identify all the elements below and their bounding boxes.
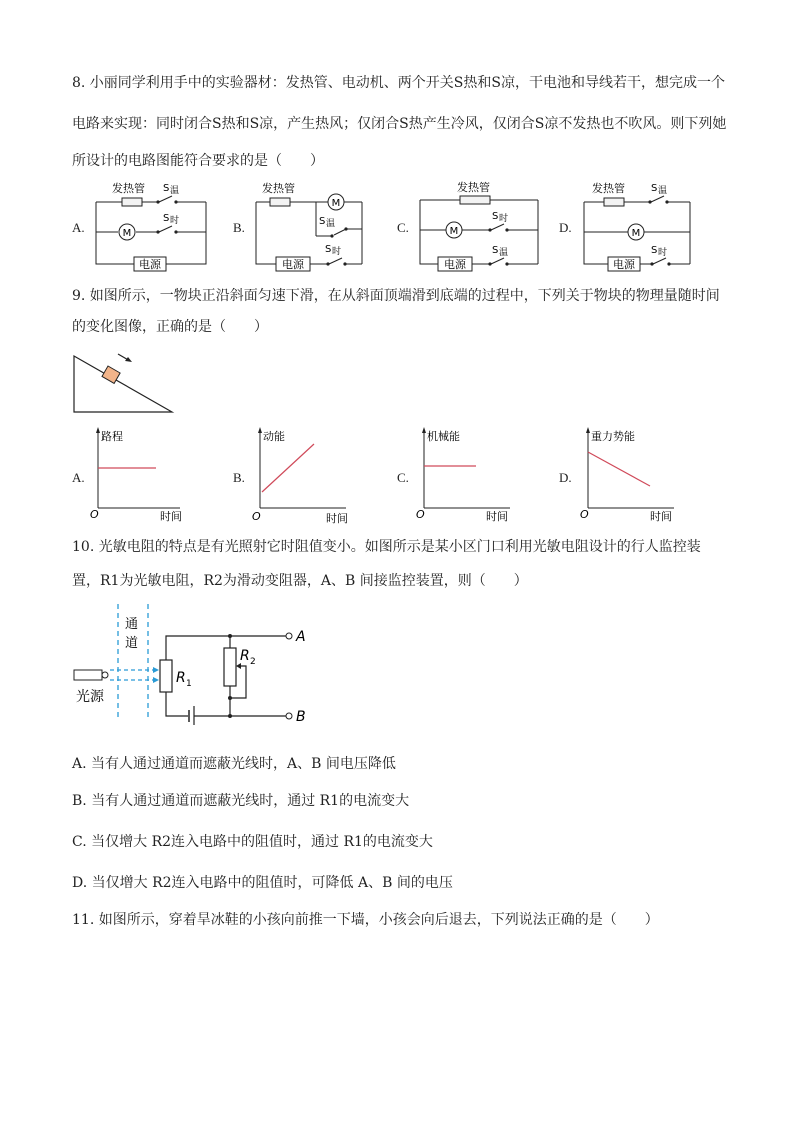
q9d-curve (588, 452, 650, 486)
q9c-origin: O (416, 508, 425, 521)
q8a-motor-label: M (122, 228, 132, 239)
q10-channel-2: 道 (125, 636, 139, 651)
q8-line-2: 电路来实现：同时闭合S热和S凉，产生热风；仅闭合S热产生冷风，仅闭合S凉不发热也不吹风。则下列她 (72, 116, 727, 132)
q8-option-a-letter: A. (72, 220, 85, 235)
q8c-heater-label: 发热管 (457, 181, 490, 194)
q8b-heater-label: 发热管 (262, 182, 295, 195)
q10-r1-sub: 1 (186, 679, 192, 689)
q9b-ylabel: 动能 (263, 430, 285, 443)
q9-option-b-letter: B. (233, 470, 245, 485)
q10-terminal-a (286, 633, 292, 639)
q10-light-source-label: 光源 (76, 689, 104, 705)
q8-circuit-a (86, 180, 216, 275)
q8c-s1-sub: 时 (499, 214, 509, 224)
q8a-s2-label: S (163, 213, 170, 224)
q10-option-b: B. 当有人通过通道而遮蔽光线时，通过 R1的电流变大 (72, 793, 410, 809)
q10-r1 (160, 660, 172, 692)
q8d-heater (604, 198, 624, 206)
q10-option-c: C. 当仅增大 R2连入电路中的阻值时，通过 R1的电流变大 (72, 834, 433, 850)
q8d-power-label: 电源 (613, 258, 635, 271)
q9b-xlabel: 时间 (326, 512, 348, 524)
q11-line-1: 11. 如图所示，穿着旱冰鞋的小孩向前推一下墙，小孩会向后退去，下列说法正确的是（ ） (72, 912, 659, 928)
q9a-ylabel: 路程 (101, 430, 123, 443)
q8b-heater (270, 198, 290, 206)
q8c-s1-label: S (492, 211, 499, 222)
q9c-xlabel: 时间 (486, 510, 508, 523)
q8b-power-label: 电源 (282, 258, 304, 271)
q9c-ylabel: 机械能 (427, 430, 460, 443)
q8c-heater (460, 196, 490, 204)
q10-channel-1: 通 (125, 617, 139, 632)
q8c-s2-sub: 温 (499, 248, 509, 258)
q8-circuit-d (574, 180, 699, 275)
q9-incline-figure (70, 346, 180, 418)
q10-option-a: A. 当有人通过通道而遮蔽光线时，A、B 间电压降低 (72, 756, 396, 772)
q10-lamp (102, 672, 108, 678)
q10-r1-label: R (176, 670, 186, 686)
q9a-origin: O (90, 508, 99, 521)
q8-circuit-c (414, 178, 544, 275)
q8-line-3: 所设计的电路图能符合要求的是（ ） (72, 153, 324, 169)
q9a-xlabel: 时间 (160, 510, 182, 523)
q8b-s2-label: S (325, 244, 332, 255)
q10-line-2: 置，R1为光敏电阻，R2为滑动变阻器，A、B 间接监控装置，则（ ） (72, 573, 528, 589)
q8d-motor-label: M (631, 228, 641, 239)
q10-option-d: D. 当仅增大 R2连入电路中的阻值时，可降低 A、B 间的电压 (72, 875, 453, 891)
q8a-power-label: 电源 (139, 258, 161, 271)
q10-terminal-b-label: B (296, 709, 306, 725)
q9-option-d-letter: D. (559, 470, 572, 485)
q9-option-a-letter: A. (72, 470, 85, 485)
q10-terminal-b (286, 713, 292, 719)
q10-circuit (70, 600, 320, 725)
q10-line-1: 10. 光敏电阻的特点是有光照射它时阻值变小。如图所示是某小区门口利用光敏电阻设计的行人监控装 (72, 539, 701, 555)
q9-line-1: 9. 如图所示，一物块正沿斜面匀速下滑，在从斜面顶端滑到底端的过程中，下列关于物块的物理量随时间 (72, 288, 720, 304)
q8-line-1: 8. 小丽同学利用手中的实验器材：发热管、电动机、两个开关S热和S凉，干电池和导线若干，想完成一个 (72, 75, 725, 91)
q8b-s1-label: S (319, 216, 326, 227)
q9d-origin: O (580, 508, 589, 521)
q9b-curve (262, 444, 314, 492)
q8-circuit-b (250, 180, 370, 275)
q8d-s1-label: S (651, 183, 658, 194)
q8-option-d-letter: D. (559, 220, 572, 235)
q8b-motor-label: M (331, 198, 341, 209)
q8-option-c-letter: C. (397, 220, 409, 235)
q9-line-2: 的变化图像，正确的是（ ） (72, 319, 268, 335)
q8d-s2-sub: 时 (658, 248, 668, 258)
q8d-heater-label: 发热管 (592, 182, 625, 195)
q9-graph-b (250, 426, 360, 524)
q10-r2 (224, 648, 236, 686)
q9-graph-a (88, 426, 198, 524)
q9-arrow-head (125, 357, 132, 362)
q10-terminal-a-label: A (296, 629, 306, 645)
q8a-s1-label: S (163, 183, 170, 194)
q8d-s2-label: S (651, 245, 658, 256)
q9-graph-d (578, 426, 688, 524)
q9d-xlabel: 时间 (650, 510, 672, 523)
q8c-power-label: 电源 (444, 258, 466, 271)
q8a-heater (122, 198, 142, 206)
q9d-ylabel: 重力势能 (591, 430, 635, 443)
q10-light-source (74, 670, 102, 680)
q9-option-c-letter: C. (397, 470, 409, 485)
q8c-motor-label: M (449, 226, 459, 237)
q8b-s2-sub: 时 (332, 247, 342, 257)
q8-option-b-letter: B. (233, 220, 245, 235)
q8c-s2-label: S (492, 245, 499, 256)
q8b-s1-sub: 温 (326, 219, 336, 229)
q9-graph-c (414, 426, 524, 524)
q8a-heater-label: 发热管 (112, 182, 145, 195)
q9-incline (74, 356, 172, 412)
q9b-origin: O (252, 510, 261, 523)
q10-r2-label: R (240, 648, 250, 664)
q10-r2-sub: 2 (250, 657, 256, 667)
q8a-s2-sub: 时 (170, 216, 180, 226)
q8a-s1-sub: 温 (170, 186, 180, 196)
q8d-s1-sub: 温 (658, 186, 668, 196)
